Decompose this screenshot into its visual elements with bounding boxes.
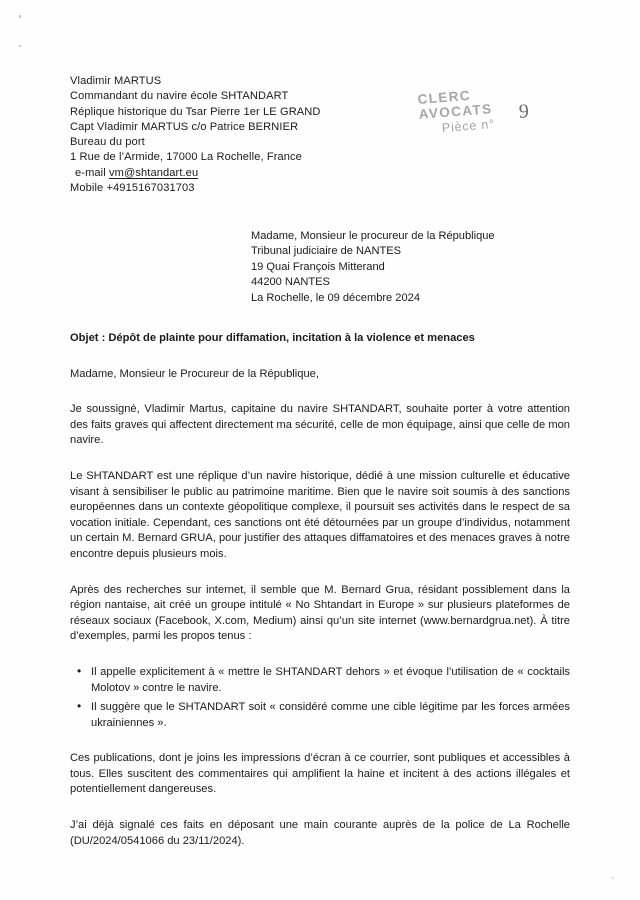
- sender-address-block: [70, 74, 321, 196]
- paragraph-2: Le SHTANDART est une réplique d’un navire historique, dédié à une mission culturelle et éducative visant à sensibiliser le public au patrimoine maritime. Bien que le navire soit soumis à des sanctions européennes dans un contexte géopolitique complexe, il poursuit ses activités dans le respect de sa vocation initiale. Cependant, ces sanctions ont été détournées par un groupe d’individus, notamment un certain M. Bernard GRUA, pour justifier des attaques diffamatoires et des menaces graves à notre encontre depuis plusieurs mois.: [70, 469, 570, 560]
- stamp-exhibit-label: Pièce n°: [441, 117, 496, 136]
- paragraph-5: J’ai déjà signalé ces faits en déposant une main courante auprès de la police de La Rochelle (DU/2024/0541066 du 23/11/2024).: [70, 819, 570, 847]
- paragraph-4: Ces publications, dont je joins les impressions d’écran à ce courrier, sont publiques et accessibles à tous. Elles suscitent des commentaires qui amplifient la haine et incitent à des actions illégales et potentiellement dangereuses.: [70, 752, 570, 796]
- recipient-title: Madame, Monsieur le procureur de la République: [251, 230, 495, 242]
- scan-speckle: [612, 877, 614, 879]
- paragraph-3: Après des recherches sur internet, il semble que M. Bernard Grua, résidant possiblement dans la région nantaise, ait créé un groupe intitulé « No Shtandart in Europe » sur plusieurs plateformes de réseaux sociaux (Facebook, X.com, Medium) ainsi qu’un site internet (www.bernardgrua.net). À titre d’exemples, parmi les propos tenus :: [70, 583, 570, 643]
- letter-body: [70, 331, 570, 849]
- recipient-court: Tribunal judiciaire de NANTES: [251, 245, 402, 258]
- sender-street-address: 1 Rue de l’Armide, 17000 La Rochelle, France: [70, 151, 302, 164]
- scan-speckle: [19, 45, 21, 47]
- paragraph-1: Je soussigné, Vladimir Martus, capitaine du navire SHTANDART, souhaite porter à votre attention des faits graves qui affectent directement ma sécurité, celle de mon équipage, ainsi que celle de mon navire.: [70, 403, 570, 447]
- scan-speckle: [19, 15, 21, 18]
- sender-office: Bureau du port: [70, 136, 145, 149]
- recipient-street: 19 Quai François Mitterand: [251, 260, 385, 273]
- quoted-statements-list: [70, 665, 570, 731]
- sender-care-of: Capt Vladimir MARTUS c/o Patrice BERNIER: [70, 120, 299, 133]
- stamp-exhibit-number: 9: [518, 100, 530, 123]
- stamp-firm-name: CLERC AVOCATS: [417, 87, 493, 122]
- sender-email-link[interactable]: vm@shtandart.eu: [109, 166, 199, 179]
- sender-mobile: Mobile +4915167031703: [70, 182, 195, 195]
- sender-title: Commandant du navire école SHTANDART: [70, 90, 289, 103]
- recipient-city: 44200 NANTES: [251, 276, 330, 289]
- letter-subject: Objet : Dépôt de plainte pour diffamation, incitation à la violence et menaces: [70, 332, 475, 344]
- sender-ship-description: Réplique historique du Tsar Pierre 1er LE GRAND: [70, 105, 321, 118]
- letter-place-and-date: La Rochelle, le 09 décembre 2024: [251, 291, 420, 304]
- list-item: • Il suggère que le SHTANDART soit « considéré comme une cible légitime par les forces armées ukrainiennes ».: [70, 700, 570, 731]
- email-label: e-mail: [75, 166, 106, 179]
- list-item: • Il appelle explicitement à « mettre le SHTANDART dehors » et évoque l’utilisation de « cocktails Molotov » contre le navire.: [70, 665, 570, 696]
- sender-email-row: [70, 166, 321, 181]
- law-firm-exhibit-stamp: [417, 82, 551, 144]
- letter-salutation: Madame, Monsieur le Procureur de la République,: [70, 367, 319, 380]
- recipient-address-block: [251, 229, 495, 306]
- sender-name: Vladimir MARTUS: [70, 75, 162, 87]
